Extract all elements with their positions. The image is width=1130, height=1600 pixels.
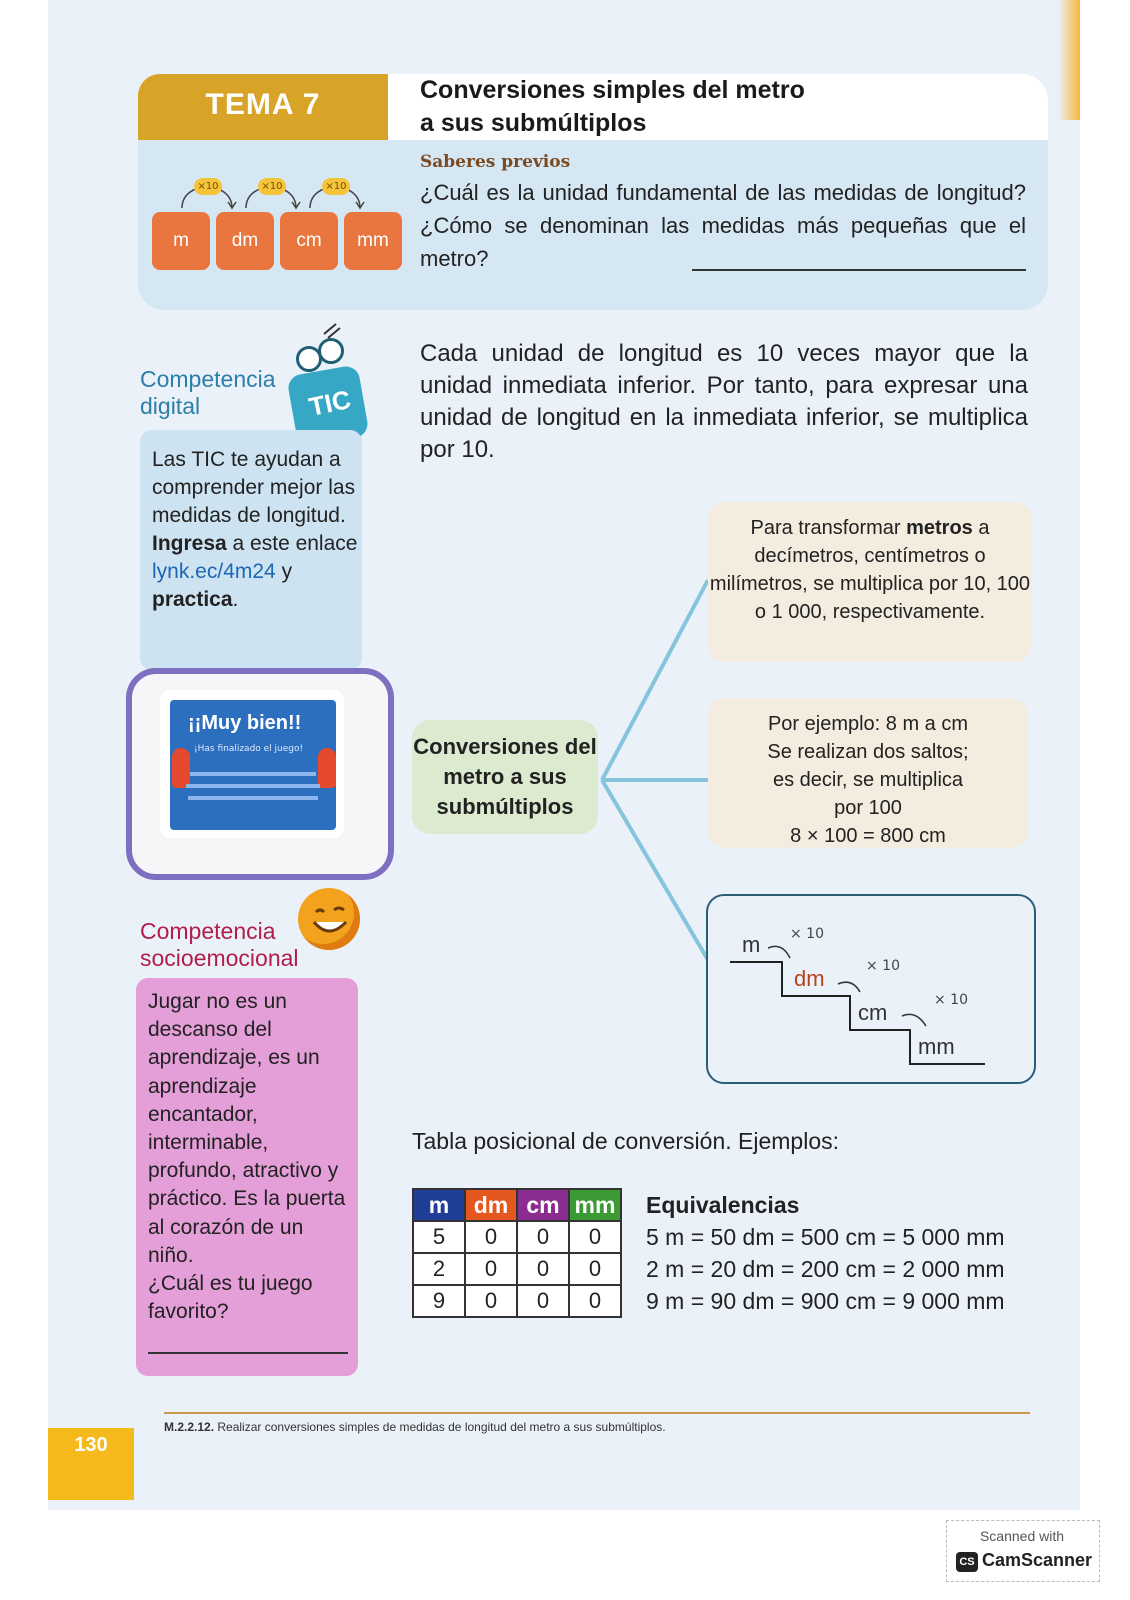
- table-cell: 0: [569, 1253, 621, 1285]
- socioemocional-word: socioemocional: [140, 945, 299, 971]
- answer-line: [148, 1352, 348, 1354]
- table-cell: 2: [413, 1253, 465, 1285]
- header-m: m: [413, 1189, 465, 1221]
- table-cell: 0: [517, 1221, 569, 1253]
- competencia-socioemocional-title: [140, 918, 299, 972]
- table-cell: 0: [465, 1253, 517, 1285]
- socio-card-text: [148, 988, 354, 1326]
- header-dm: dm: [465, 1189, 517, 1221]
- equivalence-line: 2 m = 20 dm = 200 cm = 2 000 mm: [646, 1256, 1005, 1282]
- competencia-digital-title: [140, 366, 276, 420]
- tic-link[interactable]: lynk.ec/4m24: [152, 560, 276, 583]
- conversion-table: [412, 1188, 622, 1318]
- competencia-word: Competencia: [140, 366, 276, 392]
- table-header-row: [413, 1189, 621, 1221]
- screen-title: ¡¡Muy bien!!: [188, 712, 302, 734]
- competencia-word: Competencia: [140, 918, 276, 944]
- unit-cm: cm: [280, 212, 338, 270]
- example-line: Por ejemplo: 8 m a cm: [767, 713, 969, 735]
- stair-mm: mm: [918, 1034, 955, 1059]
- example-line: 8 × 100 = 800 cm: [790, 825, 946, 847]
- header-mm: mm: [569, 1189, 621, 1221]
- table-title: Tabla posicional de conversión. Ejemplos:: [412, 1128, 840, 1154]
- equivalence-line: 5 m = 50 dm = 500 cm = 5 000 mm: [646, 1224, 1005, 1250]
- stair-multiplier: × 10: [866, 958, 900, 974]
- table-cell: 0: [465, 1285, 517, 1317]
- table-cell: 0: [517, 1285, 569, 1317]
- unit-mm: mm: [344, 212, 402, 270]
- table-row: [413, 1253, 621, 1285]
- x10-badge: ×10: [258, 178, 286, 195]
- screen-text-lines: [180, 768, 330, 818]
- stair-cm: cm: [858, 1000, 888, 1025]
- socio-paragraph: Jugar no es un descanso del aprendizaje, es un aprendizaje encantador, interminable, profundo, atractivo y práctico. Es la puerta al corazón de un niño.: [148, 990, 346, 1267]
- table-cell: 5: [413, 1221, 465, 1253]
- x10-badge: ×10: [322, 178, 350, 195]
- tic-card-text: Las TIC te ayudan a comprender mejor las medidas de longitud. Ingresa a este enlace lynk.ec/4m24 y practica.: [152, 448, 358, 611]
- equivalence-line: 9 m = 90 dm = 900 cm = 9 000 mm: [646, 1288, 1005, 1314]
- screen-subtitle: ¡Has finalizado el juego!: [194, 744, 304, 754]
- footer-skill: M.2.2.12. Realizar conversiones simples de medidas de longitud del metro a sus submúltiplos.: [164, 1420, 666, 1434]
- page-title: [420, 74, 1020, 140]
- digital-word: digital: [140, 393, 201, 419]
- equivalencias-title: Equivalencias: [646, 1192, 800, 1218]
- unit-dm: dm: [216, 212, 274, 270]
- concept-center-label: Conversiones del metro a sus submúltiplos: [413, 734, 597, 819]
- saberes-previos-label: Saberes previos: [420, 152, 571, 172]
- robot-antenna-icon: [264, 316, 374, 376]
- example-line: es decir, se multiplica: [772, 769, 964, 791]
- table-cell: 9: [413, 1285, 465, 1317]
- table-cell: 0: [465, 1221, 517, 1253]
- answer-line: [692, 269, 1026, 271]
- saberes-question: ¿Cuál es la unidad fundamental de las medidas de longitud? ¿Cómo se denominan las medidas más pequeñas que el metro?: [420, 180, 1026, 271]
- table-cell: 0: [517, 1253, 569, 1285]
- intro-paragraph: Cada unidad de longitud es 10 veces mayor que la unidad inmediata inferior. Por tanto, para expresar una unidad de longitud en la inmediata inferior, se multiplica por 10.: [420, 340, 1028, 463]
- table-row: [413, 1285, 621, 1317]
- example-line: Se realizan dos saltos;: [767, 741, 969, 763]
- example-line: por 100: [834, 797, 902, 819]
- stair-dm: dm: [794, 966, 825, 991]
- footer-divider: [164, 1412, 1030, 1414]
- stair-multiplier: × 10: [790, 926, 824, 942]
- socio-question: ¿Cuál es tu juego favorito?: [148, 1272, 313, 1324]
- table-cell: 0: [569, 1221, 621, 1253]
- page-title-line1: Conversiones simples del metro: [420, 76, 805, 104]
- stair-multiplier: × 10: [934, 992, 968, 1008]
- camscanner-name: CamScanner: [982, 1550, 1093, 1570]
- page-edge-highlight: [1058, 0, 1080, 120]
- page-number: 130: [74, 1434, 108, 1456]
- concept-center-node: [412, 720, 598, 834]
- table-cell: 0: [569, 1285, 621, 1317]
- x10-badge: ×10: [194, 178, 222, 195]
- robot-label: TIC: [306, 383, 354, 423]
- table-row: [413, 1221, 621, 1253]
- page-title-line2: a sus submúltiplos: [420, 109, 647, 137]
- stair-m: m: [742, 932, 761, 957]
- map-connectors: [598, 560, 718, 980]
- concept-node-transform: Para transformar metros a decímetros, centímetros o milímetros, se multiplica por 10, 100 o 1 000, respectivamente.: [708, 502, 1032, 662]
- concept-node-example: [708, 698, 1028, 848]
- smiley-face-icon: [298, 888, 360, 950]
- camscanner-logo-icon: CS: [956, 1552, 978, 1572]
- unit-m: m: [152, 212, 210, 270]
- tema-label: TEMA 7: [205, 88, 321, 121]
- header-cm: cm: [517, 1189, 569, 1221]
- scanned-with-label: Scanned with: [979, 1528, 1065, 1544]
